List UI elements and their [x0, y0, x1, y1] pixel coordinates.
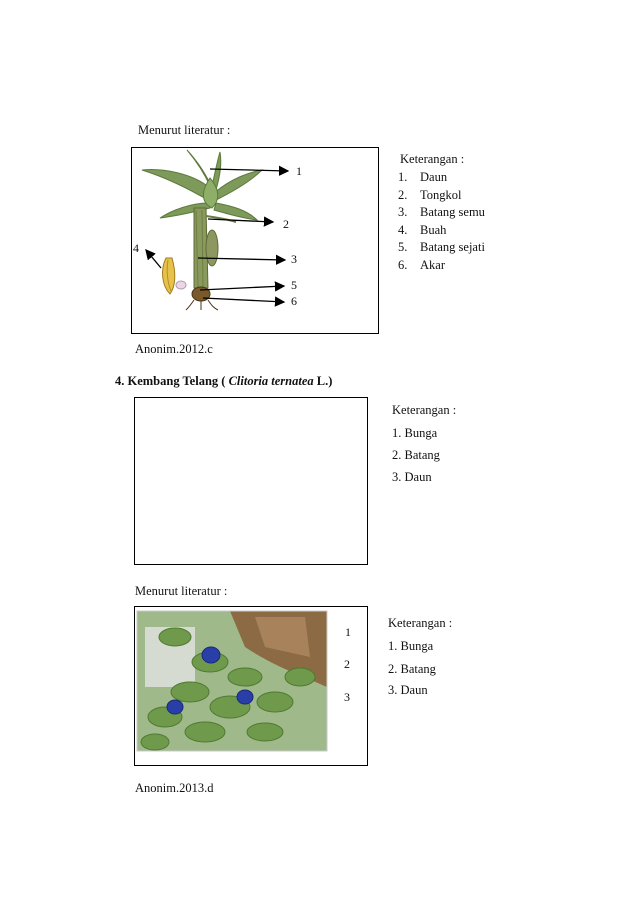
literature-intro-1: Menurut literatur : [138, 123, 231, 137]
banana-marker-2: 2 [283, 217, 289, 231]
banana-legend-item: 3. Batang semu [398, 205, 485, 219]
banana-legend-item: 2. Tongkol [398, 187, 462, 202]
banana-legend-item: 1. Daun [398, 170, 448, 184]
banana-source-citation: Anonim.2012.c [135, 342, 213, 356]
banana-marker-4: 4 [133, 241, 139, 255]
banana-legend-title: Keterangan : [400, 152, 465, 166]
observation-photo-frame [134, 397, 368, 565]
banana-marker-5: 5 [291, 278, 297, 292]
clitoria-marker-2: 2 [344, 657, 350, 671]
banana-plant-illustration [132, 148, 380, 335]
observation-legend-item-3: 3. Daun [392, 470, 432, 484]
clitoria-legend-item-3: 3. Daun [388, 683, 428, 697]
clitoria-photo [135, 607, 367, 765]
clitoria-marker-1: 1 [345, 625, 351, 639]
banana-marker-6: 6 [291, 294, 297, 308]
literature-intro-2: Menurut literatur : [135, 584, 228, 598]
observation-legend-title: Keterangan : [392, 403, 457, 417]
banana-legend-item: 5. Batang sejati [398, 240, 485, 254]
banana-legend-list [398, 170, 485, 275]
clitoria-legend-item-1: 1. Bunga [388, 639, 434, 653]
clitoria-source-citation: Anonim.2013.d [135, 781, 214, 795]
banana-marker-1: 1 [296, 164, 302, 178]
clitoria-figure-frame [134, 606, 368, 766]
section-heading: 4. Kembang Telang ( Clitoria ternatea L.) [115, 374, 333, 388]
observation-legend-item-1: 1. Bunga [392, 426, 438, 440]
clitoria-marker-3: 3 [344, 690, 350, 704]
clitoria-legend-item-2: 2. Batang [388, 662, 436, 676]
banana-figure-frame [131, 147, 379, 334]
banana-legend-item: 4. Buah [398, 222, 447, 237]
observation-legend-item-2: 2. Batang [392, 448, 440, 462]
banana-marker-3: 3 [291, 252, 297, 266]
banana-legend-item: 6. Akar [398, 257, 445, 272]
clitoria-legend-title: Keterangan : [388, 616, 453, 630]
